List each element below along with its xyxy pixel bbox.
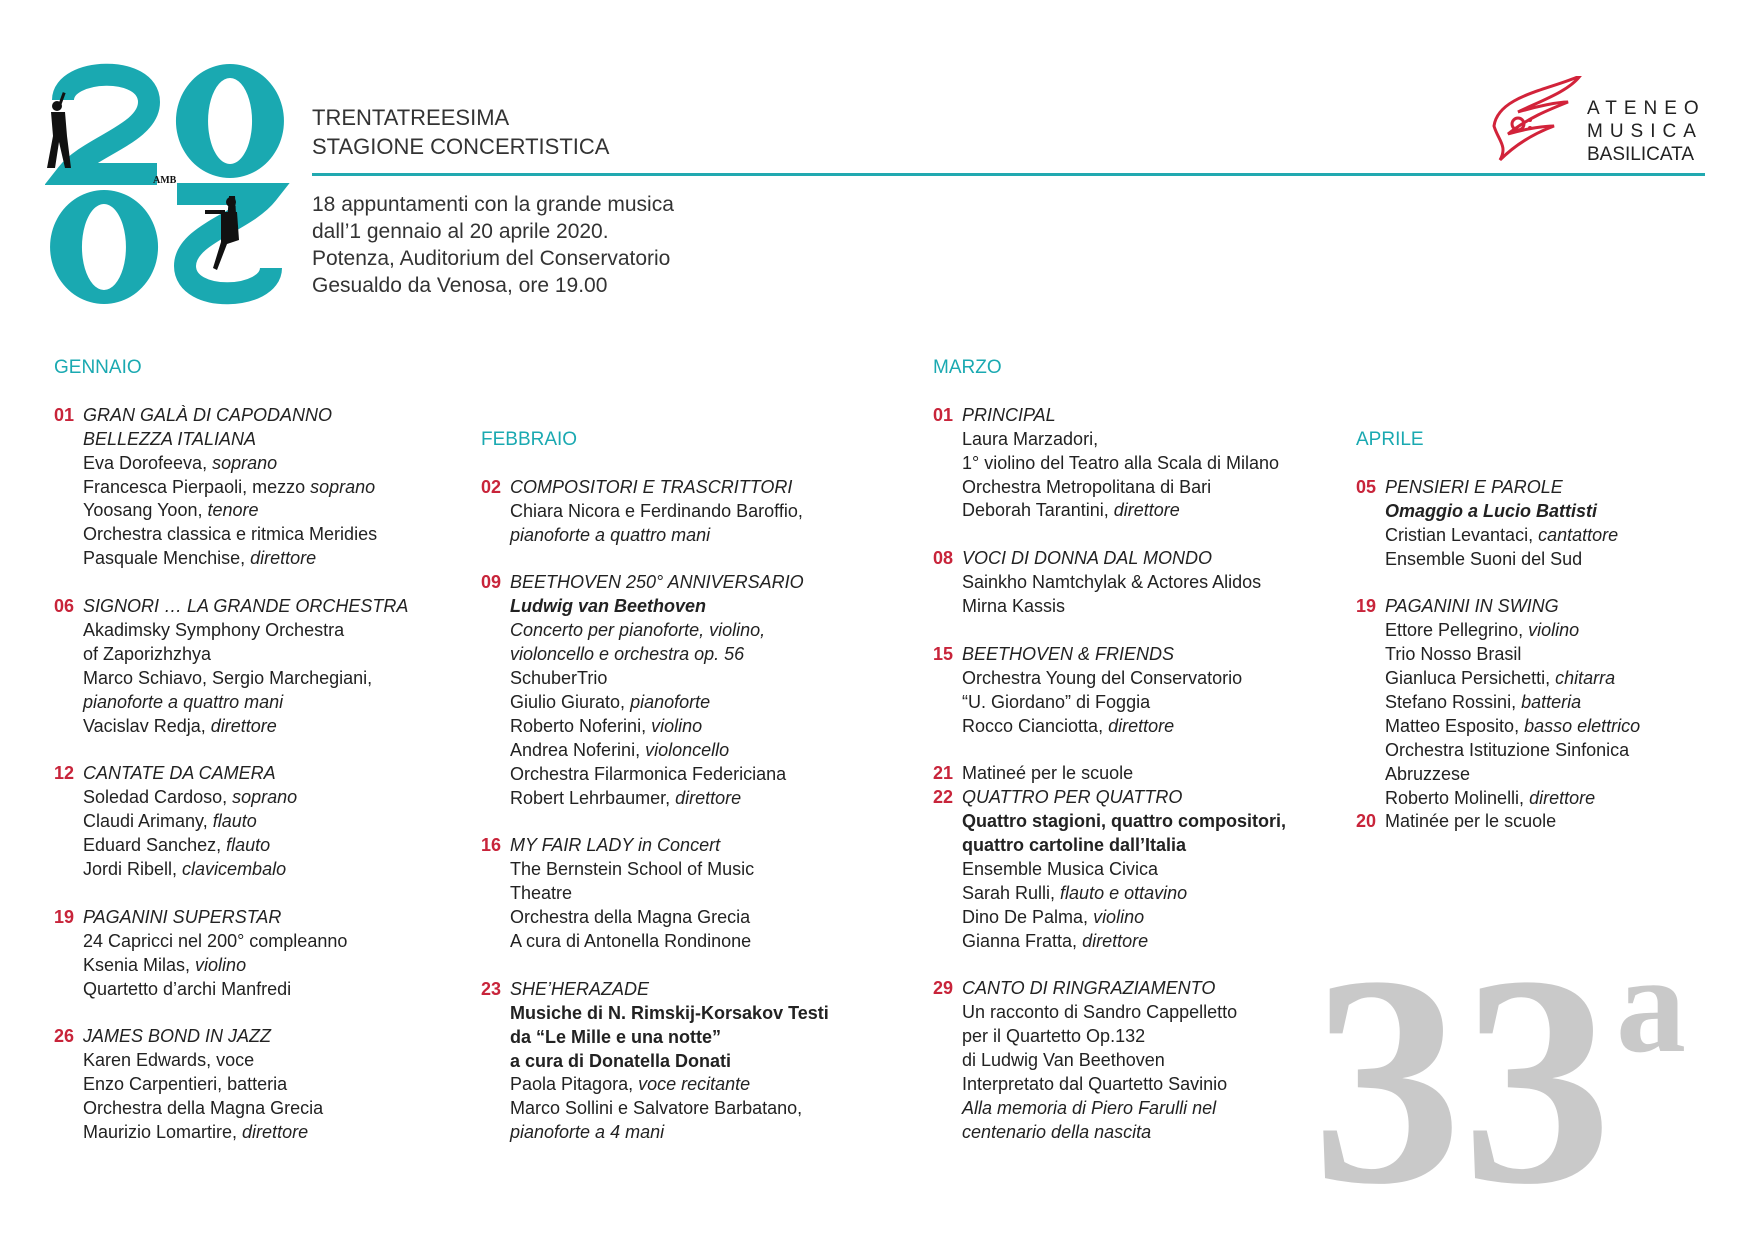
detail-text: pianoforte a 4 mani	[510, 1122, 665, 1143]
concert-detail	[510, 643, 921, 667]
info-line: 18 appuntamenti con la grande musica	[312, 193, 674, 216]
concert-entry	[481, 571, 921, 810]
concert-detail	[962, 691, 1343, 715]
concert-detail	[510, 715, 921, 739]
concert-title	[962, 977, 1343, 1001]
concert-detail	[962, 595, 1343, 619]
concert-detail	[1385, 787, 1746, 811]
concert-date: 22	[933, 787, 954, 808]
concert-title	[83, 762, 469, 786]
detail-text: Eduard Sanchez,	[83, 835, 227, 856]
concert-detail	[1385, 548, 1746, 572]
concert-date: 23	[481, 978, 502, 999]
detail-text: Roberto Molinelli,	[1385, 787, 1530, 808]
concert-detail	[83, 834, 469, 858]
concert-detail	[83, 1073, 469, 1097]
month-heading: GENNAIO	[54, 357, 142, 378]
column-marzo	[933, 356, 1343, 1169]
concert-detail	[510, 906, 921, 930]
performer-role: cantattore	[1538, 524, 1619, 545]
concert-detail	[962, 476, 1343, 500]
concert-detail	[83, 715, 469, 739]
concert-date: 01	[933, 404, 954, 425]
detail-text: CANTO DI RINGRAZIAMENTO	[962, 978, 1216, 999]
concert-detail	[510, 619, 921, 643]
concert-title	[510, 978, 921, 1002]
trumpet-player-icon	[43, 92, 83, 172]
detail-text: GRAN GALÀ DI CAPODANNO	[83, 404, 333, 425]
detail-text: The Bernstein School of Music	[510, 859, 755, 880]
detail-text: Orchestra Filarmonica Federiciana	[510, 763, 787, 784]
concert-detail	[510, 524, 921, 548]
detail-text: Un racconto di Sandro Cappelletto	[962, 1002, 1238, 1023]
header-divider	[312, 173, 1705, 176]
detail-text: COMPOSITORI E TRASCRITTORI	[510, 476, 793, 497]
detail-text: a cura di Donatella Donati	[510, 1050, 732, 1071]
concert-detail	[962, 834, 1343, 858]
detail-text: Stefano Rossini,	[1385, 691, 1522, 712]
detail-text: Gianluca Persichetti,	[1385, 668, 1556, 689]
detail-text: Omaggio a Lucio Battisti	[1385, 500, 1598, 521]
concert-detail	[83, 428, 469, 452]
performer-role: batteria	[1521, 691, 1582, 712]
concert-date: 12	[54, 763, 75, 784]
season-info	[312, 191, 674, 299]
concert-detail	[962, 1073, 1343, 1097]
column-gennaio	[54, 356, 469, 1169]
performer-role: flauto e ottavino	[1060, 882, 1188, 903]
detail-text: 1° violino del Teatro alla Scala di Milano	[962, 452, 1280, 473]
detail-text: BEETHOVEN & FRIENDS	[962, 643, 1175, 664]
detail-text: quattro cartoline dall’Italia	[962, 835, 1187, 856]
concert-entry	[1356, 810, 1746, 834]
concert-entry	[933, 643, 1343, 739]
detail-text: Yoosang Yoon,	[83, 500, 208, 521]
concert-date: 09	[481, 572, 502, 593]
brand-line: MUSICA	[1587, 121, 1703, 142]
concert-detail	[510, 930, 921, 954]
detail-text: Giulio Giurato,	[510, 691, 631, 712]
season-title	[312, 103, 609, 161]
detail-text: centenario della nascita	[962, 1121, 1152, 1142]
performer-role: direttore	[210, 715, 277, 736]
concert-detail	[962, 667, 1343, 691]
detail-text: Dino De Palma,	[962, 906, 1094, 927]
concert-detail	[83, 1097, 469, 1121]
concert-detail	[510, 691, 921, 715]
detail-text: Alla memoria di Piero Farulli nel	[962, 1098, 1217, 1119]
concert-date: 05	[1356, 476, 1377, 497]
concert-title	[962, 643, 1343, 667]
detail-text: Andrea Noferini,	[510, 739, 646, 760]
concert-detail	[962, 499, 1343, 523]
detail-text: VOCI DI DONNA DAL MONDO	[962, 548, 1213, 569]
concert-detail	[510, 500, 921, 524]
concert-title	[83, 906, 469, 930]
concert-detail	[962, 571, 1343, 595]
detail-text: Theatre	[510, 883, 573, 904]
concert-detail	[510, 1026, 921, 1050]
concert-detail	[83, 667, 469, 691]
concert-detail	[962, 882, 1343, 906]
concert-detail	[962, 858, 1343, 882]
performer-role: clavicembalo	[182, 858, 287, 879]
concert-detail	[510, 1121, 921, 1145]
concert-date: 26	[54, 1026, 75, 1047]
concert-detail	[962, 452, 1343, 476]
concert-date: 20	[1356, 811, 1377, 832]
concert-entry	[1356, 595, 1746, 810]
concert-date: 16	[481, 835, 502, 856]
concert-detail	[83, 1121, 469, 1145]
performer-role: flauto	[226, 835, 271, 856]
detail-text: Orchestra classica e ritmica Meridies	[83, 524, 378, 545]
concert-detail	[83, 523, 469, 547]
detail-text: PENSIERI E PAROLE	[1385, 476, 1563, 497]
detail-text: Claudi Arimany,	[83, 811, 213, 832]
performer-role: pianoforte	[630, 691, 711, 712]
season-title-line: STAGIONE CONCERTISTICA	[312, 134, 610, 159]
concert-entry	[54, 1025, 469, 1145]
concert-detail	[1385, 715, 1746, 739]
detail-text: SchuberTrio	[510, 668, 608, 689]
concert-detail	[510, 1002, 921, 1026]
ateneo-brand	[1587, 97, 1706, 166]
concert-detail	[83, 978, 469, 1002]
detail-text: BELLEZZA ITALIANA	[83, 428, 257, 449]
concert-detail	[962, 810, 1343, 834]
detail-text: Francesca Pierpaoli, mezzo	[83, 476, 311, 497]
detail-text: Enzo Carpentieri, batteria	[83, 1074, 288, 1095]
concert-title	[510, 571, 921, 595]
concert-detail	[1385, 619, 1746, 643]
season-title-line: TRENTATREESIMA	[312, 105, 510, 130]
detail-text: Orchestra Metropolitana di Bari	[962, 476, 1212, 497]
concert-entry	[1356, 476, 1746, 572]
edition-suffix: a	[1616, 927, 1686, 1082]
concert-entry	[54, 404, 469, 571]
detail-text: PRINCIPAL	[962, 404, 1056, 425]
detail-text: Quattro stagioni, quattro compositori,	[962, 811, 1286, 832]
detail-text: Sainkho Namtchylak & Actores Alidos	[962, 572, 1262, 593]
concert-detail	[510, 595, 921, 619]
detail-text: Maurizio Lomartire,	[83, 1121, 243, 1142]
detail-text: Trio Nosso Brasil	[1385, 644, 1522, 665]
concert-title	[510, 834, 921, 858]
concert-entry	[933, 404, 1343, 524]
concert-detail	[510, 739, 921, 763]
detail-text: Abruzzese	[1385, 763, 1471, 784]
performer-role: direttore	[1113, 500, 1180, 521]
detail-text: Soledad Cardoso,	[83, 787, 233, 808]
performer-role: flauto	[212, 811, 257, 832]
detail-text: Marco Sollini e Salvatore Barbatano,	[510, 1098, 803, 1119]
concert-detail	[83, 691, 469, 715]
concert-detail	[962, 762, 1343, 786]
concert-detail	[83, 547, 469, 571]
detail-text: “U. Giordano” di Foggia	[962, 691, 1151, 712]
concert-entry	[54, 595, 469, 738]
concert-date: 06	[54, 596, 75, 617]
performer-role: soprano	[310, 476, 376, 497]
detail-text: pianoforte a quattro mani	[83, 691, 284, 712]
concert-detail	[510, 858, 921, 882]
detail-text: Paola Pitagora,	[510, 1074, 639, 1095]
concert-detail	[510, 1050, 921, 1074]
detail-text: CANTATE DA CAMERA	[83, 763, 276, 784]
concert-detail	[1385, 643, 1746, 667]
detail-text: da “Le Mille e una notte”	[510, 1026, 722, 1047]
concert-detail	[83, 930, 469, 954]
detail-text: Matinée per le scuole	[1385, 811, 1557, 832]
concert-detail	[83, 452, 469, 476]
concert-title	[83, 1025, 469, 1049]
month-heading: FEBBRAIO	[481, 429, 578, 450]
performer-role: soprano	[232, 787, 298, 808]
concert-entry	[54, 762, 469, 882]
detail-text: di Ludwig Van Beethoven	[962, 1050, 1165, 1071]
concert-detail	[83, 786, 469, 810]
detail-text: Mirna Kassis	[962, 596, 1066, 617]
detail-text: Sarah Rulli,	[962, 882, 1061, 903]
concert-detail	[83, 499, 469, 523]
concert-entry	[933, 786, 1343, 953]
concert-detail	[1385, 691, 1746, 715]
detail-text: Roberto Noferini,	[510, 715, 652, 736]
concert-detail	[83, 1049, 469, 1073]
detail-text: pianoforte a quattro mani	[510, 524, 711, 545]
performer-role: basso elettrico	[1524, 715, 1641, 736]
detail-text: Eva Dorofeeva,	[83, 452, 213, 473]
concert-detail	[1385, 810, 1746, 834]
detail-text: Ksenia Milas,	[83, 954, 196, 975]
concert-date: 21	[933, 763, 954, 784]
detail-text: Akadimsky Symphony Orchestra	[83, 619, 345, 640]
performer-role: violoncello	[645, 739, 730, 760]
concert-title	[83, 595, 469, 619]
season-logo-2020	[45, 62, 290, 307]
detail-text: SHE’HERAZADE	[510, 978, 650, 999]
detail-text: Ensemble Suoni del Sud	[1385, 548, 1583, 569]
concert-date: 02	[481, 476, 502, 497]
concert-date: 01	[54, 404, 75, 425]
performer-role: direttore	[1529, 787, 1596, 808]
detail-text: Robert Lehrbaumer,	[510, 787, 676, 808]
concert-detail	[1385, 739, 1746, 763]
detail-text: Ensemble Musica Civica	[962, 858, 1159, 879]
concert-detail	[83, 810, 469, 834]
concert-entry	[933, 547, 1343, 619]
concert-detail	[83, 954, 469, 978]
detail-text: Orchestra della Magna Grecia	[510, 907, 751, 928]
detail-text: PAGANINI SUPERSTAR	[83, 906, 282, 927]
info-line: dall’1 gennaio al 20 aprile 2020.	[312, 220, 609, 243]
performer-role: direttore	[1082, 930, 1149, 951]
performer-role: chitarra	[1555, 668, 1616, 689]
concert-detail	[510, 1097, 921, 1121]
concert-date: 19	[54, 906, 75, 927]
detail-text: Orchestra della Magna Grecia	[83, 1098, 324, 1119]
detail-text: JAMES BOND IN JAZZ	[83, 1026, 272, 1047]
detail-text: Chiara Nicora e Ferdinando Baroffio,	[510, 500, 803, 521]
performer-role: violino	[1093, 906, 1145, 927]
concert-detail	[510, 763, 921, 787]
logo-monogram: AMB	[153, 175, 177, 186]
concert-date: 08	[933, 548, 954, 569]
detail-text: Quartetto d’archi Manfredi	[83, 978, 292, 999]
performer-role: violino	[195, 954, 247, 975]
concert-detail	[1385, 763, 1746, 787]
concert-title	[1385, 476, 1746, 500]
performer-role: direttore	[675, 787, 742, 808]
detail-text: Marco Schiavo, Sergio Marchegiani,	[83, 667, 373, 688]
concert-title	[83, 404, 469, 428]
concert-detail	[962, 428, 1343, 452]
concert-detail	[962, 930, 1343, 954]
detail-text: Rocco Cianciotta,	[962, 715, 1109, 736]
column-aprile	[1356, 428, 1746, 858]
concert-detail	[962, 1025, 1343, 1049]
violinist-icon	[203, 192, 248, 272]
brand-line: ATENEO	[1587, 98, 1706, 119]
detail-text: Deborah Tarantini,	[962, 500, 1114, 521]
detail-text: 24 Capricci nel 200° compleanno	[83, 930, 348, 951]
performer-role: direttore	[250, 548, 317, 569]
concert-title	[962, 786, 1343, 810]
detail-text: Concerto per pianoforte, violino,	[510, 620, 766, 641]
ateneo-wing-logo-icon	[1488, 76, 1584, 166]
brand-line: BASILICATA	[1587, 144, 1694, 165]
detail-text: per il Quartetto Op.132	[962, 1026, 1146, 1047]
concert-entry	[933, 762, 1343, 786]
concert-detail	[83, 476, 469, 500]
concert-detail	[1385, 667, 1746, 691]
edition-number: 33	[1312, 914, 1612, 1246]
detail-text: Vacislav Redja,	[83, 715, 211, 736]
detail-text: Gianna Fratta,	[962, 930, 1083, 951]
concert-detail	[510, 1073, 921, 1097]
concert-date: 19	[1356, 596, 1377, 617]
concert-entry	[54, 906, 469, 1002]
concert-detail	[83, 643, 469, 667]
detail-text: Jordi Ribell,	[83, 858, 183, 879]
concert-detail	[510, 787, 921, 811]
concert-detail	[962, 1001, 1343, 1025]
performer-role: tenore	[207, 500, 259, 521]
concert-entry	[481, 978, 921, 1145]
detail-text: Ludwig van Beethoven	[510, 596, 707, 617]
detail-text: Musiche di N. Rimskij-Korsakov Testi	[510, 1002, 829, 1023]
concert-entry	[933, 977, 1343, 1144]
concert-title	[510, 476, 921, 500]
performer-role: violino	[1528, 620, 1580, 641]
detail-text: MY FAIR LADY in Concert	[510, 835, 721, 856]
concert-detail	[83, 858, 469, 882]
concert-title	[962, 404, 1343, 428]
concert-entry	[481, 476, 921, 548]
edition-mark	[1312, 914, 1686, 1246]
detail-text: of Zaporizhzhya	[83, 643, 212, 664]
detail-text: A cura di Antonella Rondinone	[510, 930, 752, 951]
concert-detail	[962, 1049, 1343, 1073]
performer-role: direttore	[242, 1121, 309, 1142]
concert-detail	[962, 715, 1343, 739]
performer-role: voce recitante	[638, 1074, 751, 1095]
detail-text: BEETHOVEN 250° ANNIVERSARIO	[510, 572, 804, 593]
detail-text: Orchestra Istituzione Sinfonica	[1385, 739, 1630, 760]
detail-text: Ettore Pellegrino,	[1385, 620, 1529, 641]
detail-text: violoncello e orchestra op. 56	[510, 644, 745, 665]
concert-detail	[962, 1097, 1343, 1121]
detail-text: PAGANINI IN SWING	[1385, 596, 1559, 617]
concert-detail	[962, 906, 1343, 930]
concert-detail	[1385, 524, 1746, 548]
month-heading: APRILE	[1356, 429, 1424, 450]
performer-role: violino	[651, 715, 703, 736]
concert-detail	[83, 619, 469, 643]
detail-text: Laura Marzadori,	[962, 428, 1099, 449]
detail-text: Cristian Levantaci,	[1385, 524, 1539, 545]
concert-date: 15	[933, 643, 954, 664]
info-line: Potenza, Auditorium del Conservatorio	[312, 247, 671, 270]
detail-text: Matineé per le scuole	[962, 763, 1134, 784]
detail-text: SIGNORI … LA GRANDE ORCHESTRA	[83, 596, 409, 617]
info-line: Gesualdo da Venosa, ore 19.00	[312, 274, 608, 297]
concert-detail	[1385, 500, 1746, 524]
concert-detail	[510, 882, 921, 906]
concert-title	[1385, 595, 1746, 619]
column-febbraio	[481, 428, 921, 1169]
detail-text: Interpretato dal Quartetto Savinio	[962, 1074, 1228, 1095]
performer-role: soprano	[212, 452, 278, 473]
detail-text: Pasquale Menchise,	[83, 548, 251, 569]
concert-date: 29	[933, 978, 954, 999]
concert-detail	[510, 667, 921, 691]
detail-text: QUATTRO PER QUATTRO	[962, 787, 1183, 808]
detail-text: Karen Edwards, voce	[83, 1050, 255, 1071]
concert-entry	[481, 834, 921, 954]
concert-title	[962, 547, 1343, 571]
concert-detail	[962, 1121, 1343, 1145]
performer-role: direttore	[1108, 715, 1175, 736]
detail-text: Matteo Esposito,	[1385, 715, 1525, 736]
detail-text: Orchestra Young del Conservatorio	[962, 667, 1243, 688]
month-heading: MARZO	[933, 357, 1002, 378]
